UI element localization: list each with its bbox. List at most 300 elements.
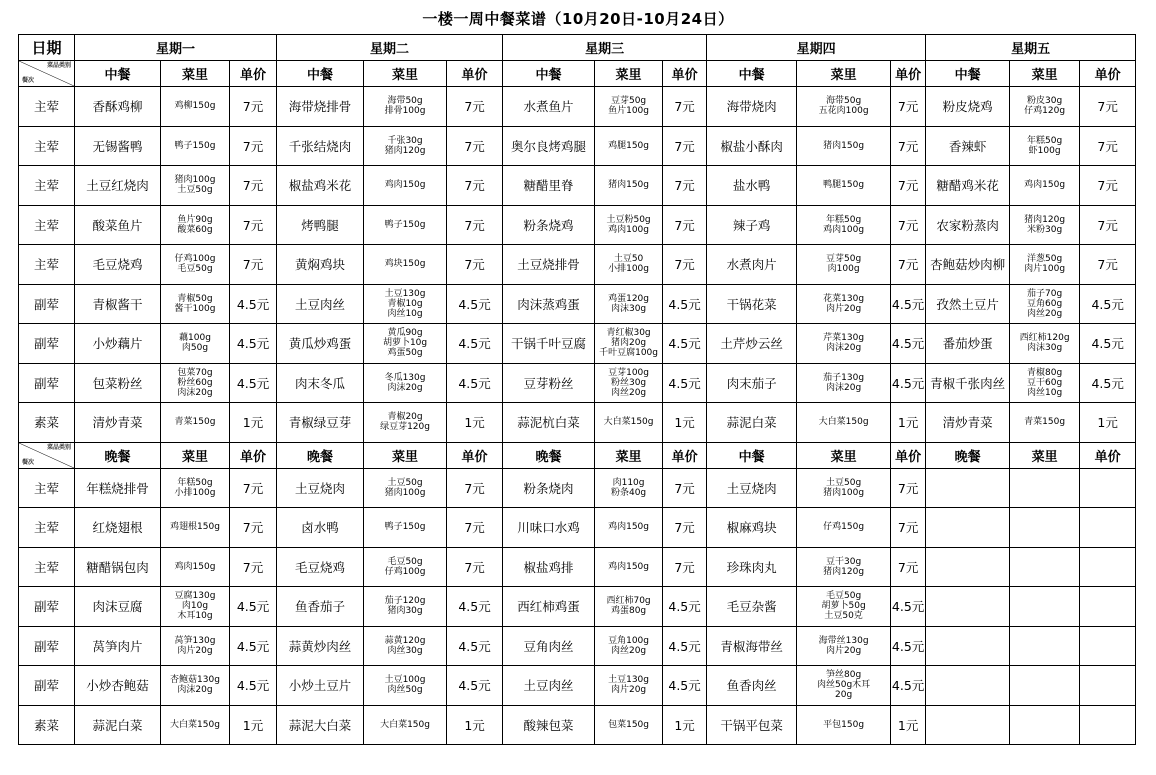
price-cell: 7元 [891, 87, 926, 127]
price-cell: 4.5元 [663, 626, 707, 666]
ingredient-line: 鸡块150g [384, 259, 426, 270]
dish-name: 干锅千叶豆腐 [503, 324, 595, 364]
dish-name: 水煮肉片 [707, 245, 797, 285]
day-mon-header: 星期一 [75, 35, 277, 61]
ingredient-line: 猪肉20g [610, 338, 647, 349]
price-cell: 4.5元 [663, 666, 707, 706]
dish-name [926, 626, 1010, 666]
dish-name [926, 666, 1010, 706]
ingredient-line: 粉条40g [610, 487, 647, 498]
lunch-row [19, 205, 1136, 245]
ingredients-cell [364, 626, 447, 666]
ingredient-line: 肉丝20g [610, 387, 647, 398]
price-cell: 7元 [447, 245, 503, 285]
dish-name: 黄瓜炒鸡蛋 [277, 324, 364, 364]
category-cell: 主荤 [19, 547, 75, 587]
ingredient-line: 土豆50g [387, 477, 423, 488]
dish-name [926, 587, 1010, 627]
ingredient-line: 鸡肉150g [174, 561, 216, 572]
meal-header: 中餐 [75, 61, 161, 87]
dish-name: 肉末茄子 [707, 363, 797, 403]
category-cell: 主荤 [19, 87, 75, 127]
dinner-header-row [19, 442, 1136, 468]
ingredients-cell [161, 705, 230, 745]
price-cell: 7元 [1080, 126, 1136, 166]
ingredients-cell [1010, 87, 1080, 127]
ingredients-cell [364, 547, 447, 587]
dish-name: 土豆烧肉 [277, 468, 364, 508]
meal-header: 中餐 [707, 442, 797, 468]
dish-name: 农家粉蒸肉 [926, 205, 1010, 245]
price-cell: 7元 [230, 468, 277, 508]
dish-name: 椒盐鸡米花 [277, 166, 364, 206]
price-header: 单价 [1080, 61, 1136, 87]
ingredients-cell [797, 166, 891, 206]
price-cell: 7元 [1080, 87, 1136, 127]
dish-name: 干锅平包菜 [707, 705, 797, 745]
price-cell: 7元 [1080, 205, 1136, 245]
price-cell [1080, 547, 1136, 587]
price-cell [1080, 587, 1136, 627]
ingredient-line: 小排100g [174, 487, 216, 498]
price-cell [1080, 666, 1136, 706]
lunch-row [19, 245, 1136, 285]
ingredient-line: 肉片20g [610, 685, 647, 696]
ingredients-cell [595, 547, 663, 587]
ingredients-cell [364, 666, 447, 706]
price-cell: 1元 [230, 705, 277, 745]
dish-name: 杏鲍菇炒肉柳 [926, 245, 1010, 285]
category-cell: 副荤 [19, 587, 75, 627]
dish-name: 年糕烧排骨 [75, 468, 161, 508]
ingredient-line: 莴笋130g [174, 635, 216, 646]
ingredient-line: 土豆50g [177, 185, 213, 196]
category-cell: 主荤 [19, 468, 75, 508]
ingredient-line: 鸭子150g [384, 219, 426, 230]
price-cell: 7元 [230, 508, 277, 548]
dish-name: 烤鸭腿 [277, 205, 364, 245]
price-cell: 7元 [891, 508, 926, 548]
price-cell: 4.5元 [1080, 324, 1136, 364]
ingredient-line: 鸡腿150g [608, 140, 650, 151]
ingredient-line: 豆角60g [1027, 298, 1063, 309]
date-label: 日期 [19, 35, 75, 61]
ingredients-cell [1010, 166, 1080, 206]
dish-name: 糖醋锅包肉 [75, 547, 161, 587]
ingredient-line: 肉丝10g [387, 308, 423, 319]
ingredients-header: 菜里 [1010, 442, 1080, 468]
dish-name: 青椒绿豆芽 [277, 403, 364, 443]
price-cell: 4.5元 [230, 363, 277, 403]
dinner-row [19, 547, 1136, 587]
ingredient-line: 酱干100g [174, 303, 216, 314]
ingredients-cell [161, 508, 230, 548]
price-cell: 7元 [663, 126, 707, 166]
price-cell: 4.5元 [447, 666, 503, 706]
price-cell: 4.5元 [230, 626, 277, 666]
ingredient-line: 肉片20g [826, 303, 862, 314]
ingredients-header: 菜里 [161, 61, 230, 87]
dish-name: 干锅花菜 [707, 284, 797, 324]
meal-header: 晚餐 [503, 442, 595, 468]
ingredient-line: 肉沫20g [177, 685, 213, 696]
page-title: 一楼一周中餐菜谱（10月20日-10月24日） [422, 10, 734, 28]
ingredients-header: 菜里 [797, 442, 891, 468]
dish-name: 小炒藕片 [75, 324, 161, 364]
ingredient-line: 豆腐130g [174, 591, 216, 602]
ingredient-line: 青红椒30g [606, 328, 651, 339]
ingredients-cell [595, 87, 663, 127]
price-cell: 1元 [663, 403, 707, 443]
ingredient-line: 肉沫30g [610, 303, 647, 314]
price-cell: 1元 [447, 403, 503, 443]
ingredient-line: 鸡肉150g [608, 561, 650, 572]
price-cell: 4.5元 [447, 587, 503, 627]
ingredient-line: 粉丝60g [177, 377, 213, 388]
ingredients-cell [1010, 126, 1080, 166]
category-meal-corner [19, 61, 75, 87]
dish-name: 粉皮烧鸡 [926, 87, 1010, 127]
dish-name: 珍珠肉丸 [707, 547, 797, 587]
ingredient-line: 豆干60g [1027, 377, 1063, 388]
ingredients-cell [1010, 363, 1080, 403]
price-cell: 7元 [663, 508, 707, 548]
price-cell: 4.5元 [891, 363, 926, 403]
dish-name [926, 508, 1010, 548]
category-cell: 副荤 [19, 324, 75, 364]
meal-header: 中餐 [277, 61, 364, 87]
ingredients-cell [161, 126, 230, 166]
dish-name: 黄焖鸡块 [277, 245, 364, 285]
ingredients-cell [595, 245, 663, 285]
category-cell: 素菜 [19, 403, 75, 443]
price-cell: 4.5元 [891, 666, 926, 706]
price-cell: 7元 [230, 166, 277, 206]
ingredients-header: 菜里 [797, 61, 891, 87]
corner-category-label: 菜品类别 [46, 62, 71, 69]
lunch-row [19, 126, 1136, 166]
ingredient-line: 木耳10g [177, 611, 213, 622]
dish-name: 糖醋里脊 [503, 166, 595, 206]
price-cell: 7元 [663, 468, 707, 508]
ingredient-line: 鸭子150g [174, 140, 216, 151]
ingredients-cell [161, 284, 230, 324]
ingredient-line: 毛豆50g [387, 556, 423, 567]
ingredient-line: 肉丝50g木耳 [817, 680, 871, 691]
ingredient-line: 包菜70g [177, 367, 213, 378]
price-cell: 7元 [891, 547, 926, 587]
ingredients-cell [161, 166, 230, 206]
price-cell: 7元 [447, 126, 503, 166]
ingredient-line: 西红柿120g [1019, 333, 1070, 344]
ingredients-cell [364, 363, 447, 403]
ingredient-line: 肉丝10g [1027, 387, 1063, 398]
ingredient-line: 平包150g [823, 719, 865, 730]
ingredient-line: 年糕50g [826, 214, 862, 225]
dish-name: 奥尔良烤鸡腿 [503, 126, 595, 166]
ingredients-cell [161, 363, 230, 403]
ingredients-header: 菜里 [595, 61, 663, 87]
dish-name: 糖醋鸡米花 [926, 166, 1010, 206]
ingredient-line: 青椒50g [177, 293, 213, 304]
dish-name: 豆芽粉丝 [503, 363, 595, 403]
ingredient-line: 鸡柳150g [174, 101, 216, 112]
ingredient-line: 肉片100g [1024, 264, 1066, 275]
ingredients-cell [1010, 705, 1080, 745]
ingredient-line: 笋丝80g [826, 670, 862, 681]
price-cell: 1元 [447, 705, 503, 745]
price-cell: 7元 [891, 205, 926, 245]
ingredients-cell [364, 205, 447, 245]
ingredients-cell [161, 205, 230, 245]
ingredient-line: 蒜黄120g [384, 635, 426, 646]
ingredient-line: 肉沫20g [387, 382, 423, 393]
ingredients-cell [364, 468, 447, 508]
meal-header: 中餐 [926, 61, 1010, 87]
ingredient-line: 毛豆50g [826, 591, 862, 602]
ingredients-cell [595, 363, 663, 403]
price-cell: 7元 [447, 166, 503, 206]
dish-name: 蒜泥大白菜 [277, 705, 364, 745]
price-cell: 4.5元 [230, 587, 277, 627]
ingredients-cell [797, 547, 891, 587]
ingredient-line: 酸菜60g [177, 224, 213, 235]
price-cell: 7元 [1080, 166, 1136, 206]
price-cell: 1元 [1080, 403, 1136, 443]
dish-name: 孜然土豆片 [926, 284, 1010, 324]
dish-name: 卤水鸭 [277, 508, 364, 548]
dish-name: 土豆肉丝 [277, 284, 364, 324]
ingredient-line: 青椒80g [1027, 367, 1063, 378]
price-cell: 1元 [230, 403, 277, 443]
dish-name: 肉沫豆腐 [75, 587, 161, 627]
ingredient-line: 芹菜130g [823, 333, 865, 344]
dish-name: 蒜黄炒肉丝 [277, 626, 364, 666]
ingredients-cell [595, 284, 663, 324]
ingredient-line: 豆角100g [608, 635, 650, 646]
lunch-row [19, 284, 1136, 324]
dish-name: 椒盐鸡排 [503, 547, 595, 587]
dish-name: 清炒青菜 [926, 403, 1010, 443]
ingredient-line: 20g [835, 690, 853, 701]
ingredient-line: 大白菜150g [170, 719, 220, 730]
price-cell [1080, 508, 1136, 548]
price-cell: 4.5元 [891, 626, 926, 666]
ingredient-line: 包菜150g [608, 719, 650, 730]
price-header: 单价 [447, 61, 503, 87]
price-cell: 7元 [447, 87, 503, 127]
dish-name: 毛豆烧鸡 [75, 245, 161, 285]
dish-name: 豆角肉丝 [503, 626, 595, 666]
ingredients-cell [595, 587, 663, 627]
dish-name: 小炒杏鲍菇 [75, 666, 161, 706]
ingredients-cell [595, 666, 663, 706]
ingredient-line: 海带50g [826, 96, 862, 107]
meal-header: 晚餐 [75, 442, 161, 468]
ingredient-line: 仔鸡100g [174, 254, 216, 265]
day-tue-header: 星期二 [277, 35, 503, 61]
ingredient-line: 千张30g [387, 135, 423, 146]
dish-name: 椒盐小酥肉 [707, 126, 797, 166]
ingredient-line: 茄子130g [823, 372, 865, 383]
ingredients-cell [797, 508, 891, 548]
day-wed-header: 星期三 [503, 35, 707, 61]
ingredients-cell [1010, 666, 1080, 706]
corner-category-label: 菜品类别 [46, 443, 71, 451]
ingredient-line: 鸡翅根150g [170, 522, 220, 533]
dish-name: 无锡酱鸭 [75, 126, 161, 166]
dish-name: 水煮鱼片 [503, 87, 595, 127]
price-header: 单价 [1080, 442, 1136, 468]
ingredient-line: 仔鸡120g [1024, 106, 1066, 117]
price-cell: 1元 [891, 403, 926, 443]
price-header: 单价 [230, 61, 277, 87]
ingredient-line: 肉50g [181, 343, 209, 354]
ingredient-line: 猪肉120g [1024, 214, 1066, 225]
ingredients-cell [1010, 468, 1080, 508]
ingredient-line: 粉皮30g [1027, 96, 1063, 107]
dish-name: 青椒海带丝 [707, 626, 797, 666]
ingredient-line: 猪肉30g [387, 606, 423, 617]
lunch-row [19, 324, 1136, 364]
ingredient-line: 肉沫20g [177, 387, 213, 398]
price-cell: 4.5元 [447, 324, 503, 364]
ingredient-line: 肉丝30g [387, 645, 423, 656]
price-cell: 7元 [230, 547, 277, 587]
lunch-row [19, 166, 1136, 206]
ingredient-line: 茄子120g [384, 596, 426, 607]
price-cell: 4.5元 [447, 363, 503, 403]
ingredient-line: 青菜150g [1024, 417, 1066, 428]
category-cell: 副荤 [19, 363, 75, 403]
price-cell: 7元 [891, 166, 926, 206]
lunch-row [19, 87, 1136, 127]
dish-name: 千张结烧肉 [277, 126, 364, 166]
dish-name: 蒜泥白菜 [75, 705, 161, 745]
ingredient-line: 青椒20g [387, 412, 423, 423]
dish-name: 肉末冬瓜 [277, 363, 364, 403]
ingredients-cell [797, 666, 891, 706]
ingredients-cell [595, 324, 663, 364]
price-cell: 4.5元 [891, 324, 926, 364]
dish-name [926, 547, 1010, 587]
ingredients-cell [161, 587, 230, 627]
dish-name: 土豆烧肉 [707, 468, 797, 508]
price-cell: 4.5元 [447, 626, 503, 666]
dish-name: 粉条烧鸡 [503, 205, 595, 245]
ingredients-cell [1010, 547, 1080, 587]
ingredients-cell [161, 245, 230, 285]
ingredients-cell [797, 626, 891, 666]
price-cell: 7元 [230, 205, 277, 245]
ingredient-line: 肉沫30g [1027, 343, 1063, 354]
dish-name: 土豆肉丝 [503, 666, 595, 706]
dish-name: 蒜泥杭白菜 [503, 403, 595, 443]
price-cell: 7元 [663, 547, 707, 587]
ingredient-line: 肉沫20g [826, 382, 862, 393]
ingredient-line: 藕100g [179, 333, 211, 344]
ingredients-header: 菜里 [595, 442, 663, 468]
category-cell: 素菜 [19, 705, 75, 745]
ingredients-cell [797, 324, 891, 364]
ingredient-line: 胡萝卜10g [382, 338, 428, 349]
lunch-header-row [19, 61, 1136, 87]
price-cell: 7元 [447, 468, 503, 508]
dish-name: 盐水鸭 [707, 166, 797, 206]
ingredients-cell [364, 87, 447, 127]
ingredient-line: 鸡蛋120g [608, 293, 650, 304]
category-cell: 副荤 [19, 284, 75, 324]
dish-name: 青椒酱干 [75, 284, 161, 324]
dish-name: 肉沫蒸鸡蛋 [503, 284, 595, 324]
menu-table [18, 34, 1136, 745]
dish-name: 椒麻鸡块 [707, 508, 797, 548]
ingredient-line: 肉丝20g [610, 645, 647, 656]
ingredient-line: 黄瓜90g [387, 328, 423, 339]
ingredients-cell [797, 245, 891, 285]
ingredient-line: 年糕50g [177, 477, 213, 488]
ingredient-line: 土豆50 [613, 254, 644, 265]
dinner-row [19, 587, 1136, 627]
dish-name: 酸辣包菜 [503, 705, 595, 745]
price-cell: 4.5元 [230, 324, 277, 364]
ingredient-line: 豆芽50g [610, 96, 647, 107]
ingredient-line: 胡萝卜50g [821, 601, 866, 612]
ingredient-line: 猪肉100g [174, 175, 216, 186]
ingredient-line: 猪肉150g [608, 180, 650, 191]
ingredient-line: 鱼片100g [608, 106, 650, 117]
ingredient-line: 粉丝30g [610, 377, 647, 388]
ingredients-cell [797, 87, 891, 127]
ingredient-line: 猪肉120g [823, 566, 865, 577]
dish-name [926, 705, 1010, 745]
ingredients-cell [797, 126, 891, 166]
dish-name: 土豆红烧肉 [75, 166, 161, 206]
dish-name: 香辣虾 [926, 126, 1010, 166]
ingredient-line: 肉丝20g [1027, 308, 1063, 319]
price-header: 单价 [447, 442, 503, 468]
ingredient-line: 鸡肉150g [608, 522, 650, 533]
dish-name: 番茄炒蛋 [926, 324, 1010, 364]
category-cell: 副荤 [19, 626, 75, 666]
ingredients-cell [161, 547, 230, 587]
dinner-row [19, 508, 1136, 548]
ingredients-cell [595, 508, 663, 548]
ingredient-line: 土豆130g [608, 675, 650, 686]
ingredients-cell [595, 403, 663, 443]
ingredient-line: 鸡肉100g [823, 224, 865, 235]
price-cell: 7元 [663, 166, 707, 206]
dish-name: 海带烧肉 [707, 87, 797, 127]
dish-name: 辣子鸡 [707, 205, 797, 245]
ingredients-cell [1010, 324, 1080, 364]
ingredients-cell [364, 705, 447, 745]
price-header: 单价 [663, 442, 707, 468]
day-fri-header: 星期五 [926, 35, 1136, 61]
price-header: 单价 [891, 61, 926, 87]
ingredients-cell [595, 705, 663, 745]
ingredient-line: 肉10g [181, 601, 209, 612]
dish-name: 清炒青菜 [75, 403, 161, 443]
day-thu-header: 星期四 [707, 35, 926, 61]
ingredient-line: 猪肉100g [823, 487, 865, 498]
ingredient-line: 土豆100g [384, 675, 426, 686]
ingredient-line: 大白菜150g [818, 417, 869, 428]
ingredient-line: 鸡肉150g [1024, 180, 1066, 191]
price-cell: 7元 [1080, 245, 1136, 285]
ingredient-line: 鸭子150g [384, 522, 426, 533]
price-cell: 7元 [663, 245, 707, 285]
